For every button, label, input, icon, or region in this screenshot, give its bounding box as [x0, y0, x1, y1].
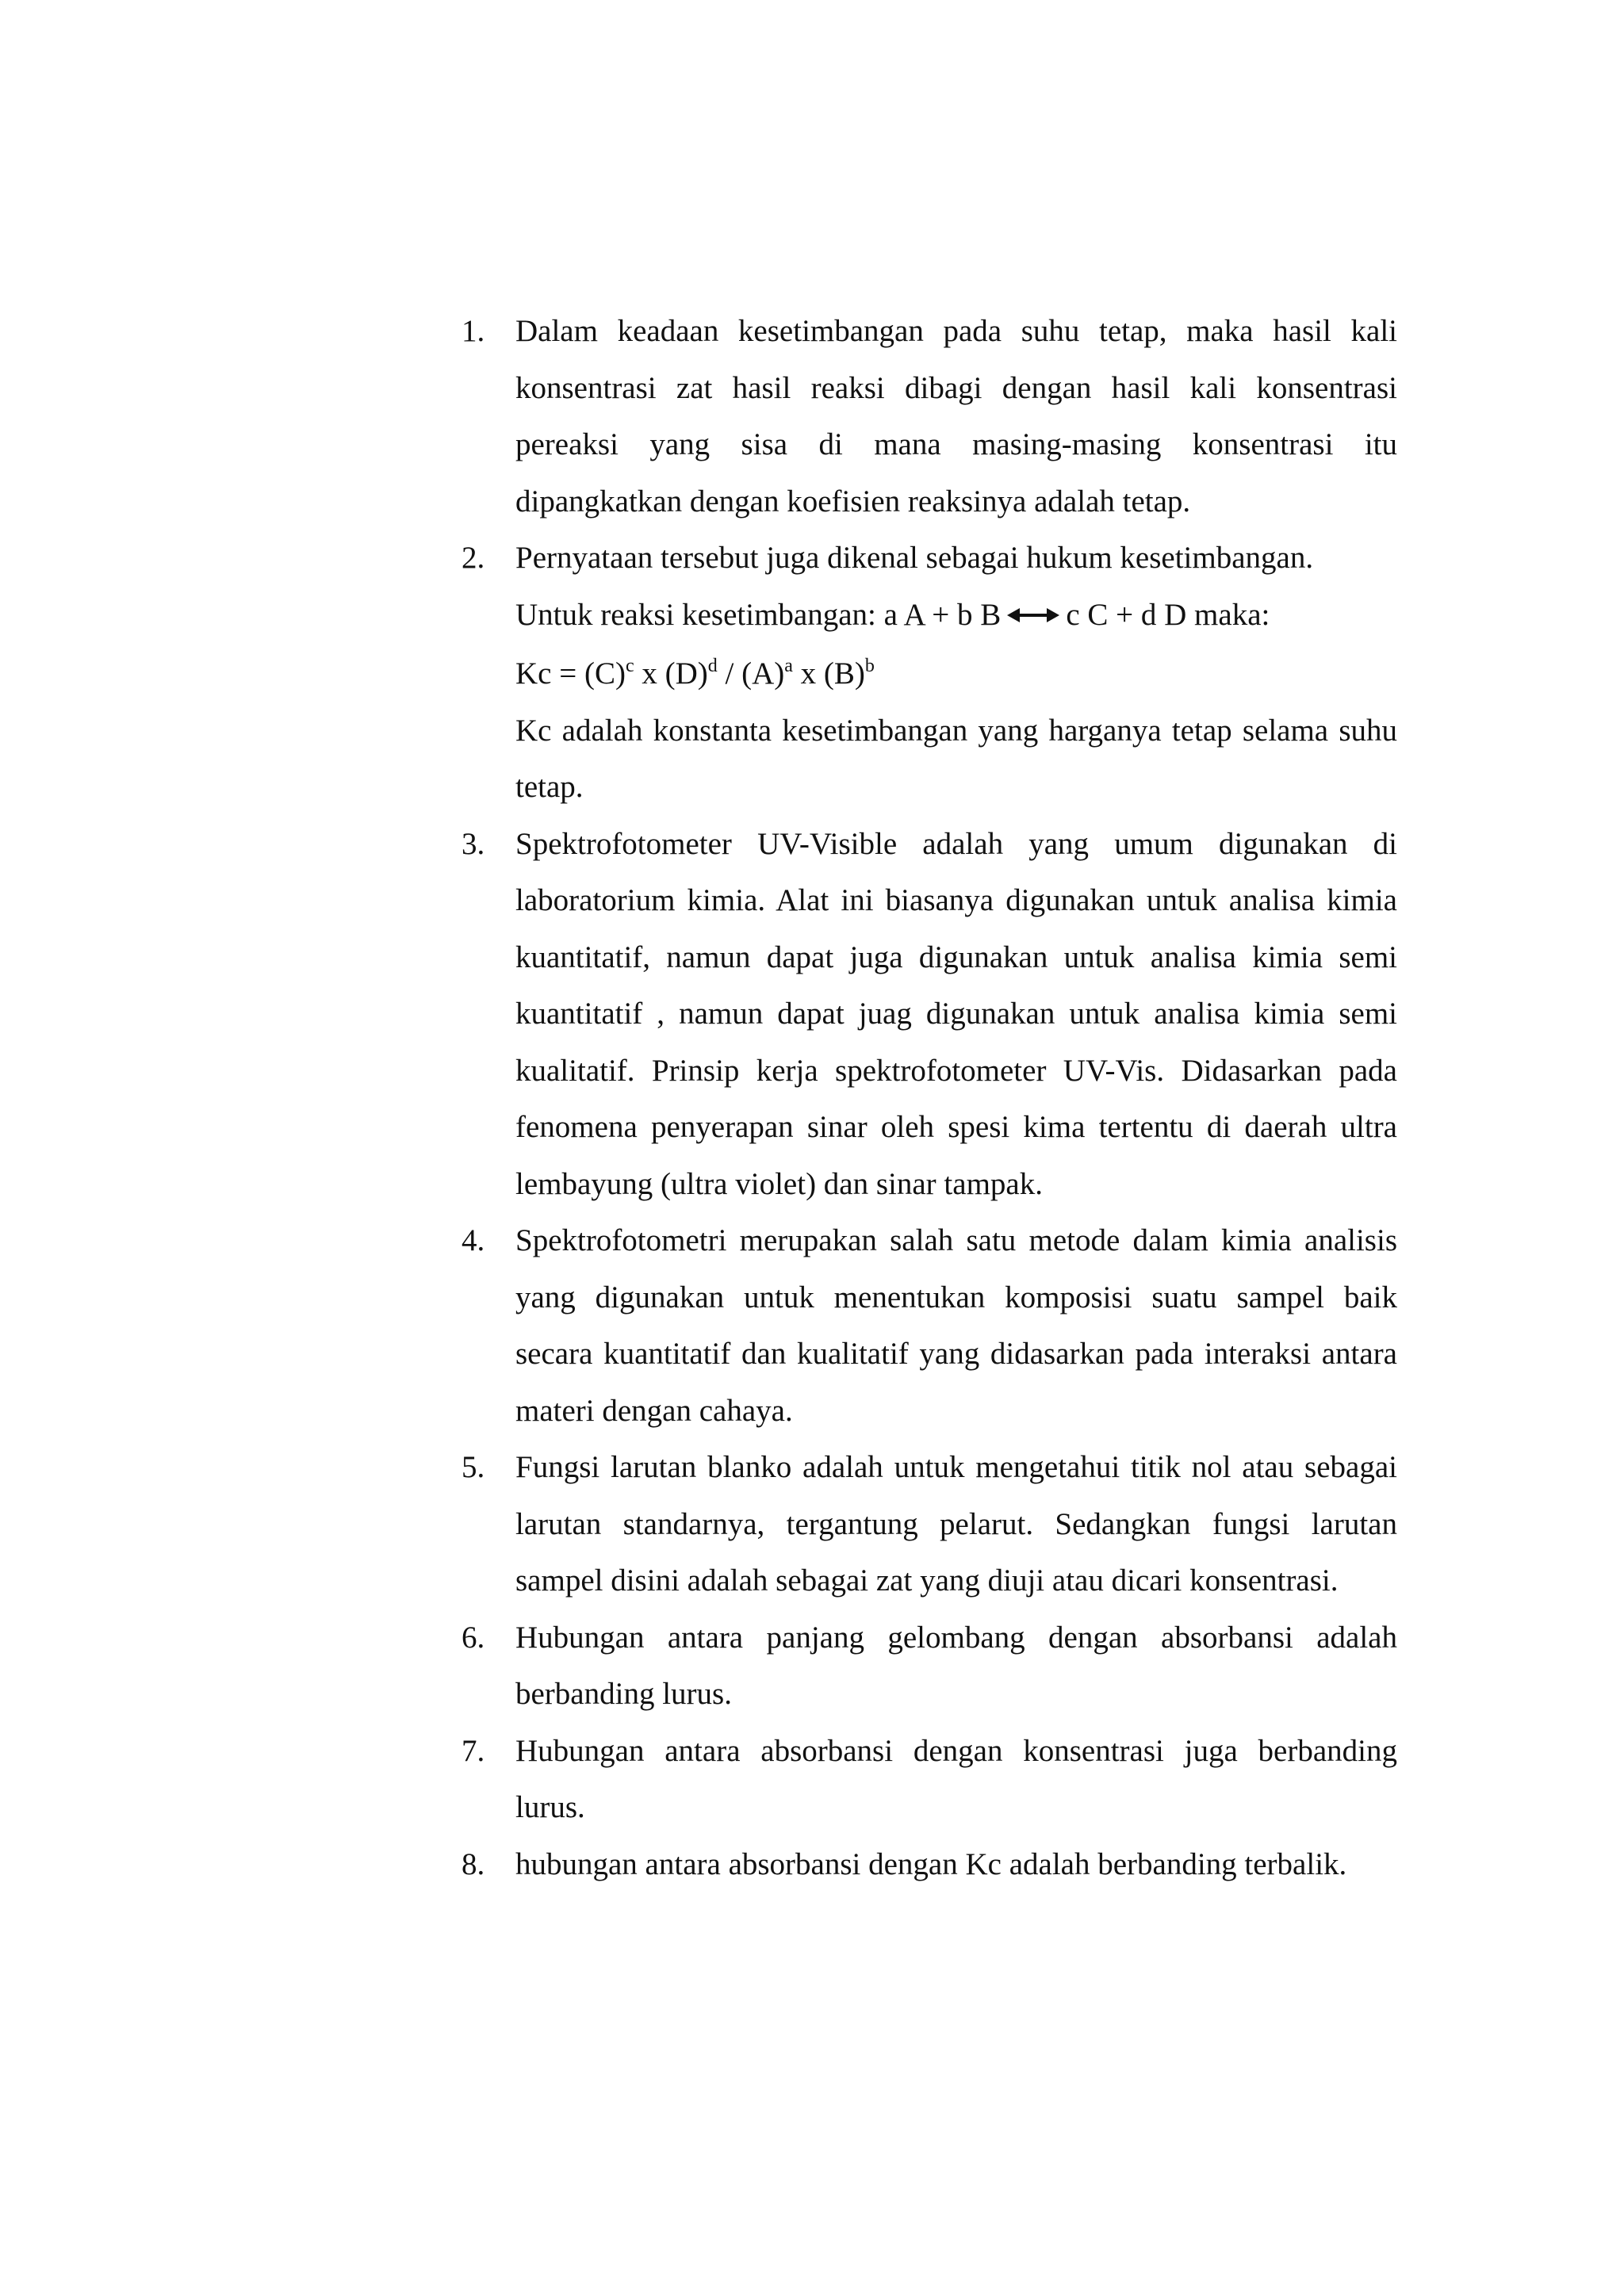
item-text: Hubungan antara panjang gelombang dengan absorbansi adalah berbanding lurus.	[515, 1620, 1397, 1712]
reaction-right: c C + d D maka:	[1066, 597, 1270, 632]
item-number: 6.	[462, 1620, 485, 1655]
double-headed-arrow-icon	[1007, 586, 1059, 643]
reaction-left: Untuk reaksi kesetimbangan: a A + b B	[515, 597, 1002, 632]
item-text: Dalam keadaan kesetimbangan pada suhu tetap, maka hasil kali konsentrasi zat hasil reaksi dibagi dengan hasil kali konsentrasi pereaksi yang sisa di mana masing-masing konsentrasi itu dipangkatkan dengan koefisien reaksinya adalah tetap.	[515, 314, 1397, 519]
kc-formula: $Kc = (C)^c$ x $(D)^d / (A)^a$ x $(B)^b$	[515, 656, 875, 691]
numbered-list	[462, 303, 1397, 1892]
list-item-5	[462, 1439, 1397, 1609]
item-number: 5.	[462, 1450, 485, 1485]
item-text: Hubungan antara absorbansi dengan konsentrasi juga berbanding lurus.	[515, 1733, 1397, 1825]
list-item-2	[462, 530, 1397, 816]
item-text: hubungan antara absorbansi dengan Kc adalah berbanding terbalik.	[515, 1846, 1347, 1881]
item-text: Fungsi larutan blanko adalah untuk mengetahui titik nol atau sebagai larutan standarnya, tergantung pelarut. Sedangkan fungsi larutan sampel disini adalah sebagai zat yang diuji atau dicari konsentrasi.	[515, 1450, 1397, 1598]
list-item-4	[462, 1212, 1397, 1439]
item-number: 2.	[462, 541, 485, 575]
item-number: 4.	[462, 1223, 485, 1258]
list-item-1	[462, 303, 1397, 530]
list-item-8	[462, 1836, 1397, 1893]
item-text: Spektrofotometer UV-Visible adalah yang umum digunakan di laboratorium kimia. Alat ini biasanya digunakan untuk analisa kimia kuantitatif, namun dapat juga digunakan untuk analisa kimia semi kuantitatif , namun dapat juag digunakan untuk analisa kimia semi kualitatif. Prinsip kerja spektrofotometer UV-Vis. Didasarkan pada fenomena penyerapan sinar oleh spesi kima tertentu di daerah ultra lembayung (ultra violet) dan sinar tampak.	[515, 826, 1397, 1201]
item-number: 7.	[462, 1733, 485, 1768]
item-text-continued: Kc adalah konstanta kesetimbangan yang harganya tetap selama suhu tetap.	[515, 713, 1397, 805]
item-text: Spektrofotometri merupakan salah satu metode dalam kimia analisis yang digunakan untuk menentukan komposisi suatu sampel baik secara kuantitatif dan kualitatif yang didasarkan pada interaksi antara materi dengan cahaya.	[515, 1223, 1397, 1428]
item-number: 3.	[462, 826, 485, 861]
item-text: Pernyataan tersebut juga dikenal sebagai hukum kesetimbangan.	[515, 541, 1314, 575]
list-item-6	[462, 1609, 1397, 1723]
reaction-equation	[515, 587, 1397, 646]
item-number: 8.	[462, 1846, 485, 1881]
list-item-3	[462, 816, 1397, 1213]
list-item-7	[462, 1723, 1397, 1836]
item-number: 1.	[462, 314, 485, 348]
